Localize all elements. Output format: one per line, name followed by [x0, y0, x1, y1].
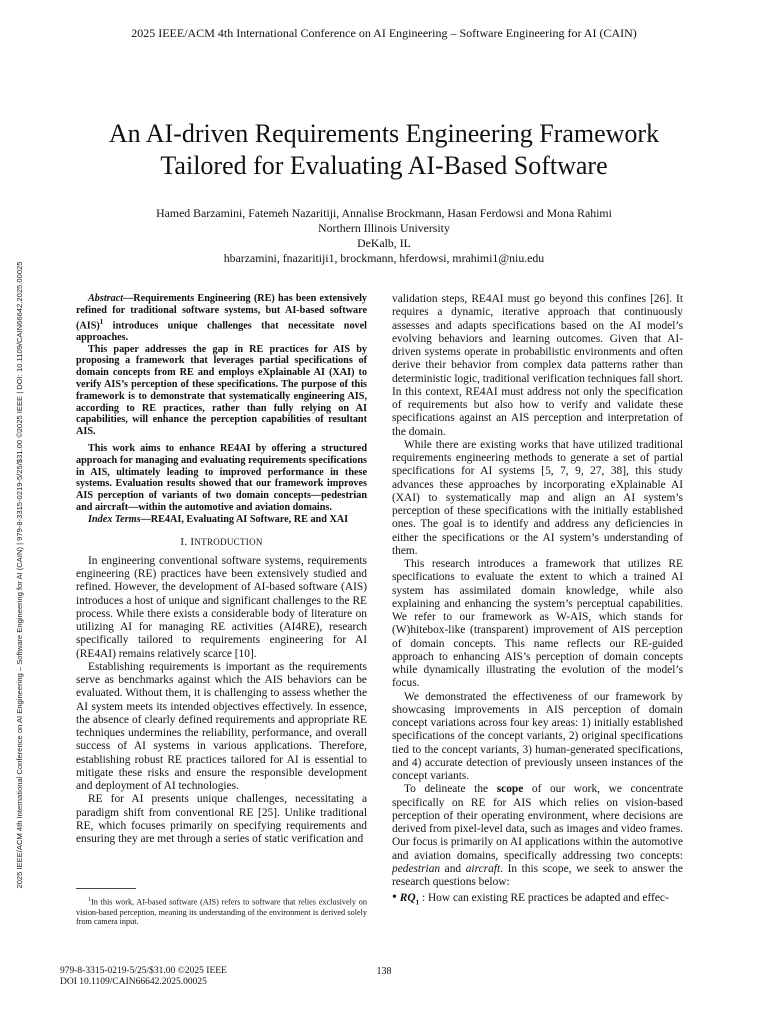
footnote-ref: 1: [99, 317, 104, 326]
title-line-1: An AI-driven Requirements Engineering Framework: [108, 119, 660, 148]
author-emails: hbarzamini, fnazaritiji1, brockmann, hferdowsi, mrahimi1@niu.edu: [223, 251, 545, 265]
section-initial: I: [190, 535, 195, 548]
author-names: Hamed Barzamini, Fatemeh Nazaritiji, Annalise Brockmann, Hasan Ferdowsi and Mona Rahimi: [156, 206, 612, 220]
right-p5: To delineate the scope of our work, we concentrate specifically on RE for AIS which relies on vision-based perception of their operating environment, where decisions are derived from pixel-level data, such as images and video frames. Our focus is primarily on AI applications within the automotive and aviation domains, specifically addressing two concepts: pedestrian and aircraft. In this scope, we seek to answer the research questions below:: [392, 783, 683, 888]
footer-doi: DOI 10.1109/CAIN66642.2025.00025: [60, 977, 207, 987]
abstract-label: Abstract: [88, 293, 124, 304]
right-p4: We demonstrated the effectiveness of our framework by showcasing improvements in AIS perception of domain concept variations across four key areas: 1) initially established specifications of the concept variants, 2) original specifications tied to the concept variants, 3) human-generated specifications, and 4) accurate detection of previously unseen instances of the concept variants.: [392, 690, 683, 782]
paper-title: [40, 118, 728, 182]
left-column: [76, 293, 367, 846]
right-p3: This research introduces a framework that utilizes RE specifications to evaluate the extent to which a trained AI system has assimilated domain knowledge, while also explaining and enhancing the system’s perceptual capabilities. We refer to our framework as W-AIS, which stands for (W)hitebox-like (transparent) improvement of AIS perception of domain concepts. This name reflects our RE-guided approach to enhancing AIS’s perception of domain concepts while dynamically illustrating the evolution of the model’s focus.: [392, 558, 683, 690]
section-heading-introduction: [76, 536, 367, 549]
term-pedestrian: pedestrian: [392, 862, 441, 875]
index-terms: [76, 514, 367, 526]
bullet: •: [392, 890, 397, 906]
intro-p2: Establishing requirements is important as the requirements serve as benchmarks against which the AIS behaviors can be evaluated. Without them, it is challenging to assess whether the AI system meets its intended objectives effectively. In essence, the absence of clearly defined requirements and appropriate RE techniques undermines the reliability, performance, and overall success of AI systems in various applications. Therefore, establishing robust RE practices tailored for AI is essential to mitigate these risks and ensure the responsible development and deployment of AI technologies.: [76, 660, 367, 793]
intro-p1: In engineering conventional software systems, requirements engineering (RE) practices have been extensively studied and refined. However, the development of AI-based software (AIS) introduces a host of unique and significant challenges to the RE process. While there exists a considerable body of literature on utilizing AI for managing RE activities (AI4RE), research specifically tailored to requirements engineering for AI (RE4AI) remains relatively scarce [10].: [76, 554, 367, 660]
intro-p3: RE for AI presents unique challenges, necessitating a paradigm shift from conventional RE [25]. Unlike traditional RE, which focuses primarily on specifying requirements and ensuring they are met through a series of static verification and: [76, 793, 367, 846]
research-question-1: [392, 891, 683, 910]
conference-header: 2025 IEEE/ACM 4th International Conference on AI Engineering – Software Engineering for AI (CAIN): [131, 26, 637, 40]
footnote-text: In this work, AI-based software (AIS) refers to software that relies exclusively on vision-based perception, meaning its understanding of the environment is derived solely from camera input.: [76, 897, 367, 927]
right-column: [392, 293, 683, 910]
location: DeKalb, IL: [357, 236, 411, 250]
side-doi-note: 2025 IEEE/ACM 4th International Conference on AI Engineering – Software Engineering for AI (CAIN) | 979-8-3315-0219-5/25/$31.00 ©2025 IEEE | DOI: 10.1109/CAIN66642.2025.00025: [15, 261, 24, 889]
rq-text: : How can existing RE practices be adapted and effec-: [419, 892, 669, 905]
term-aircraft: aircraft: [465, 862, 501, 875]
rq-subscript: 1: [415, 898, 420, 907]
footer-isbn: 979-8-3315-0219-5/25/$31.00 ©2025 IEEE: [60, 966, 227, 976]
index-terms-text: —RE4AI, Evaluating AI Software, RE and XAI: [140, 513, 349, 525]
index-terms-label: Index Terms: [88, 513, 141, 525]
title-line-2: Tailored for Evaluating AI-Based Software: [160, 151, 608, 180]
abstract: [76, 293, 367, 526]
page-number: 138: [376, 966, 392, 977]
abstract-p2: This paper addresses the gap in RE practices for AIS by proposing a framework that leverages partial specifications of domain concepts from RE and employs eXplainable AI (XAI) to verify AIS’s perception of these specifications. The purpose of this framework is to demonstrate that systematically engineering AIS, according to RE practices, rather than fully relying on AI capabilities, will enhance the perception capabilities of resultant AIS.: [76, 343, 367, 438]
footnote-rule: [76, 888, 136, 889]
abstract-p1: [76, 293, 367, 344]
abstract-text-end: introduces unique challenges that necessitate novel approaches.: [76, 319, 367, 343]
scope-bold: scope: [496, 783, 524, 796]
right-p2: While there are existing works that have utilized traditional requirements engineering methods to generate a set of partial specifications for AI systems [5, 7, 9, 27, 38], this study advances these approaches by incorporating eXplainable AI (XAI) to systematically map and align an AI system’s perception of these specifications with the initially established ones. The goal is to identify and address any deficiencies in either the specifications or the AI system’s understanding of them.: [392, 438, 683, 557]
footnote-mark: 1: [88, 897, 91, 903]
abstract-p3: This work aims to enhance RE4AI by offering a structured approach for managing and evaluating requirements specifications in AIS, ultimately leading to improved performance in these systems. Evaluation results showed that our framework improves AIS perception of variants of two domain concepts—pedestrian and aircraft—within the automotive and aviation domains.: [76, 442, 367, 513]
affiliation: Northern Illinois University: [318, 221, 450, 235]
section-title-rest: NTRODUCTION: [194, 536, 263, 547]
abstract-text: —Requirements Engineering (RE) has been extensively refined for traditional software systems, but AI-based software (AIS): [76, 293, 367, 331]
right-p1: validation steps, RE4AI must go beyond this confines [26]. It requires a dynamic, iterative approach that continuously assesses and adapts specifications based on the AI model’s evolving behaviors and learning outcomes. Given that AI-driven systems operate in probabilistic environments and often derive their behavior from complex data patterns rather than deterministic logic, traditional verification techniques fall short. In this context, RE4AI must address not only the specification of requirements but also how to verify and validate these specifications against an AIS perception and interpretation of the domain.: [392, 293, 684, 438]
rq-label: RQ: [399, 892, 416, 905]
section-numeral: I.: [180, 535, 191, 548]
footnote: [76, 896, 367, 927]
author-block: [40, 206, 728, 266]
